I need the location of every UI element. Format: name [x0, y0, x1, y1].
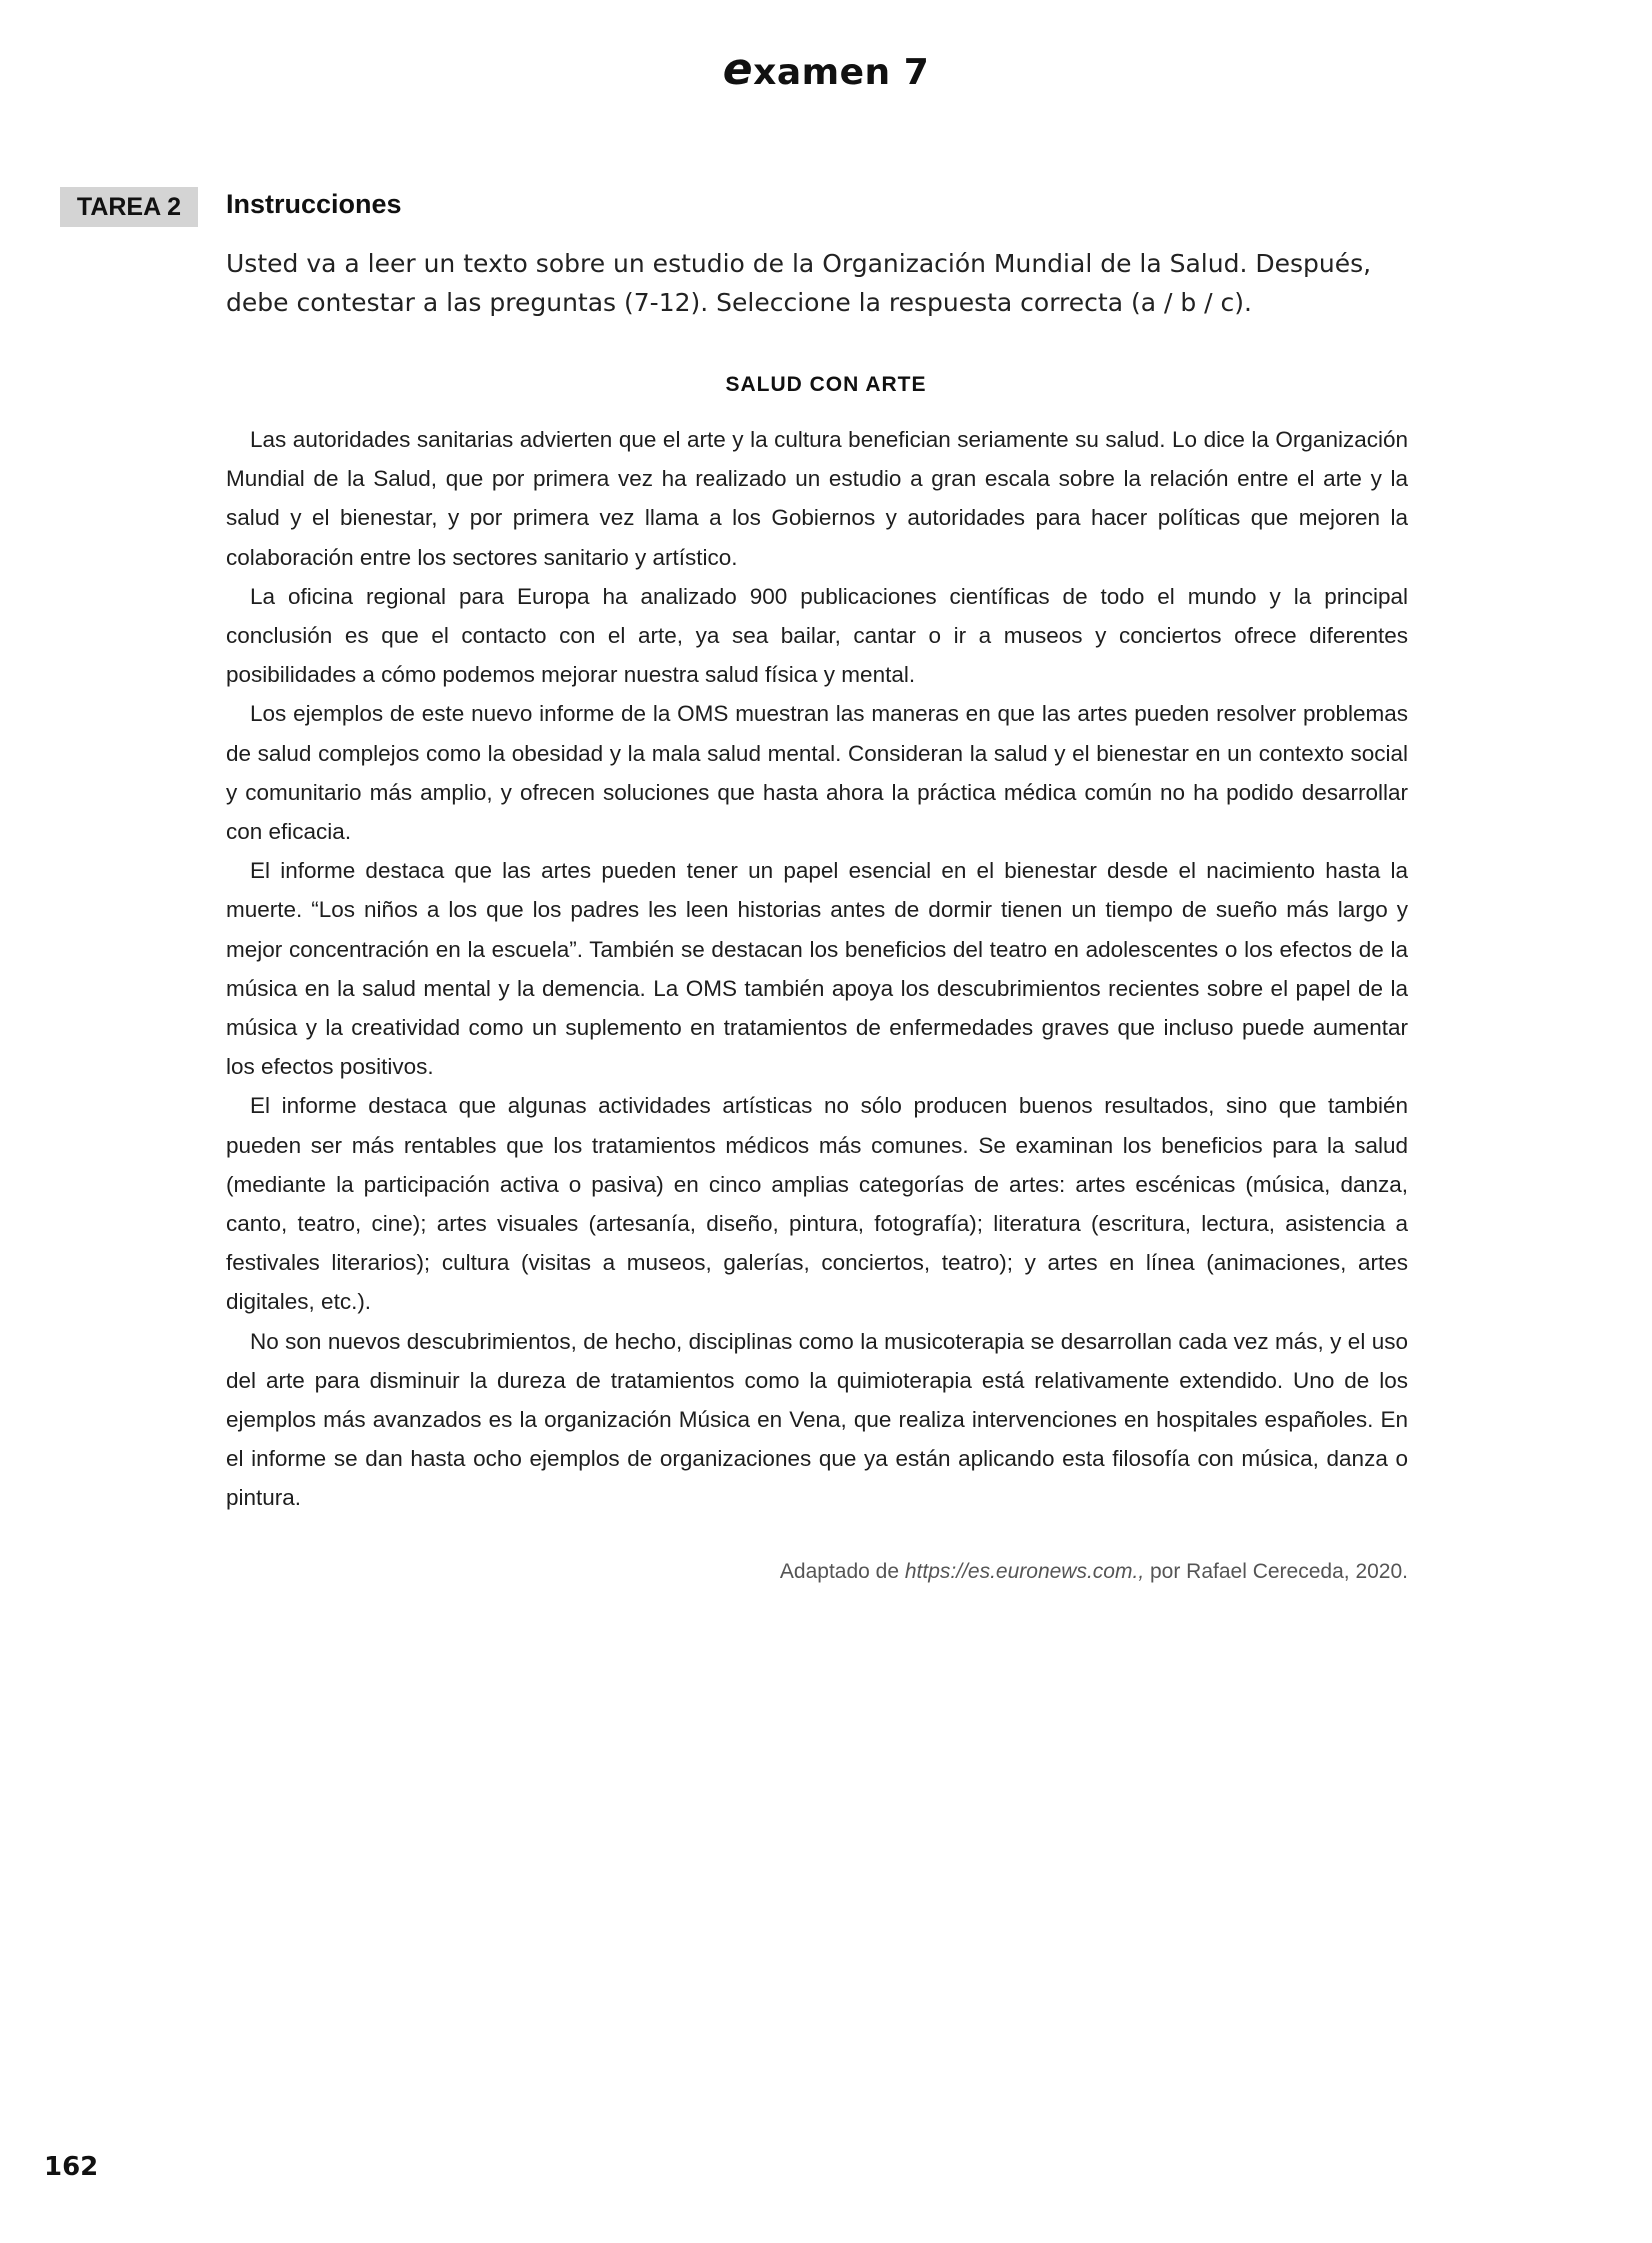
- title-initial: e: [722, 44, 754, 95]
- title-rest: xamen 7: [753, 52, 930, 93]
- article-paragraph: La oficina regional para Europa ha analizado 900 publicaciones científicas de todo el mundo y la principal conclusión es que el contacto con el arte, ya sea bailar, cantar o ir a museos y conciertos ofrece diferentes posibilidades a cómo podemos mejorar nuestra salud física y mental.: [226, 583, 1408, 688]
- task-badge: TAREA 2: [60, 187, 198, 227]
- source-prefix: Adaptado de: [779, 1560, 905, 1583]
- article-paragraph: Los ejemplos de este nuevo informe de la OMS muestran las maneras en que las artes pueden resolver problemas de salud complejos como la obesidad y la mala salud mental. Consideran la salud y el bienestar en un contexto social y comunitario más amplio, y ofrecen soluciones que hasta ahora la práctica médica común no ha podido desarrollar con eficacia.: [226, 701, 1408, 845]
- source-url: https://es.euronews.com.,: [904, 1560, 1145, 1583]
- article-paragraph: No son nuevos descubrimientos, de hecho, disciplinas como la musicoterapia se desarrollan cada vez más, y el uso del arte para disminuir la dureza de tratamientos como la quimioterapia está relativamente extendido. Uno de los ejemplos más avanzados es la organización Música en Vena, que realiza intervenciones en hospitales españoles. En el informe se dan hasta ocho ejemplos de organizaciones que ya están aplicando esta filosofía con música, danza o pintura.: [226, 1328, 1408, 1511]
- source-citation: [780, 1560, 1408, 1584]
- page-number: 162: [44, 2152, 99, 2182]
- page-header-title: [0, 44, 1652, 95]
- article-title: SALUD CON ARTE: [725, 373, 927, 396]
- source-suffix: por Rafael Cereceda, 2020.: [1144, 1560, 1408, 1583]
- article-paragraph: Las autoridades sanitarias advierten que el arte y la cultura benefician seriamente su salud. Lo dice la Organización Mundial de la Salud, que por primera vez ha realizado un estudio a gran escala sobre la relación entre el arte y la salud y el bienestar, y por primera vez llama a los Gobiernos y autoridades para hacer políticas que mejoren la colaboración entre los sectores sanitario y artístico.: [226, 427, 1408, 570]
- instructions-text: Usted va a leer un texto sobre un estudio de la Organización Mundial de la Salud. Después, debe contestar a las preguntas (7-12). Seleccione la respuesta correcta (a / b / c).: [226, 249, 1372, 317]
- article-body: [226, 420, 1408, 1518]
- instructions-heading: Instrucciones: [226, 189, 402, 219]
- article-paragraph: El informe destaca que algunas actividades artísticas no sólo producen buenos resultados, sino que también pueden ser más rentables que los tratamientos médicos más comunes. Se examinan los beneficios para la salud (mediante la participación activa o pasiva) en cinco amplias categorías de artes: artes escénicas (música, danza, canto, teatro, cine); artes visuales (artesanía, diseño, pintura, fotografía); literatura (escritura, lectura, asistencia a festivales literarios); cultura (visitas a museos, galerías, conciertos, teatro); y artes en línea (animaciones, artes digitales, etc.).: [226, 1093, 1408, 1315]
- article-paragraph: El informe destaca que las artes pueden tener un papel esencial en el bienestar desde el nacimiento hasta la muerte. “Los niños a los que los padres les leen historias antes de dormir tienen un tiempo de sueño más largo y mejor concentración en la escuela”. También se destacan los beneficios del teatro en adolescentes o los efectos de la música en la salud mental y la demencia. La OMS también apoya los descubrimientos recientes sobre el papel de la música y la creatividad como un suplemento en tratamientos de enfermedades graves que incluso puede aumentar los efectos positivos.: [226, 858, 1408, 1080]
